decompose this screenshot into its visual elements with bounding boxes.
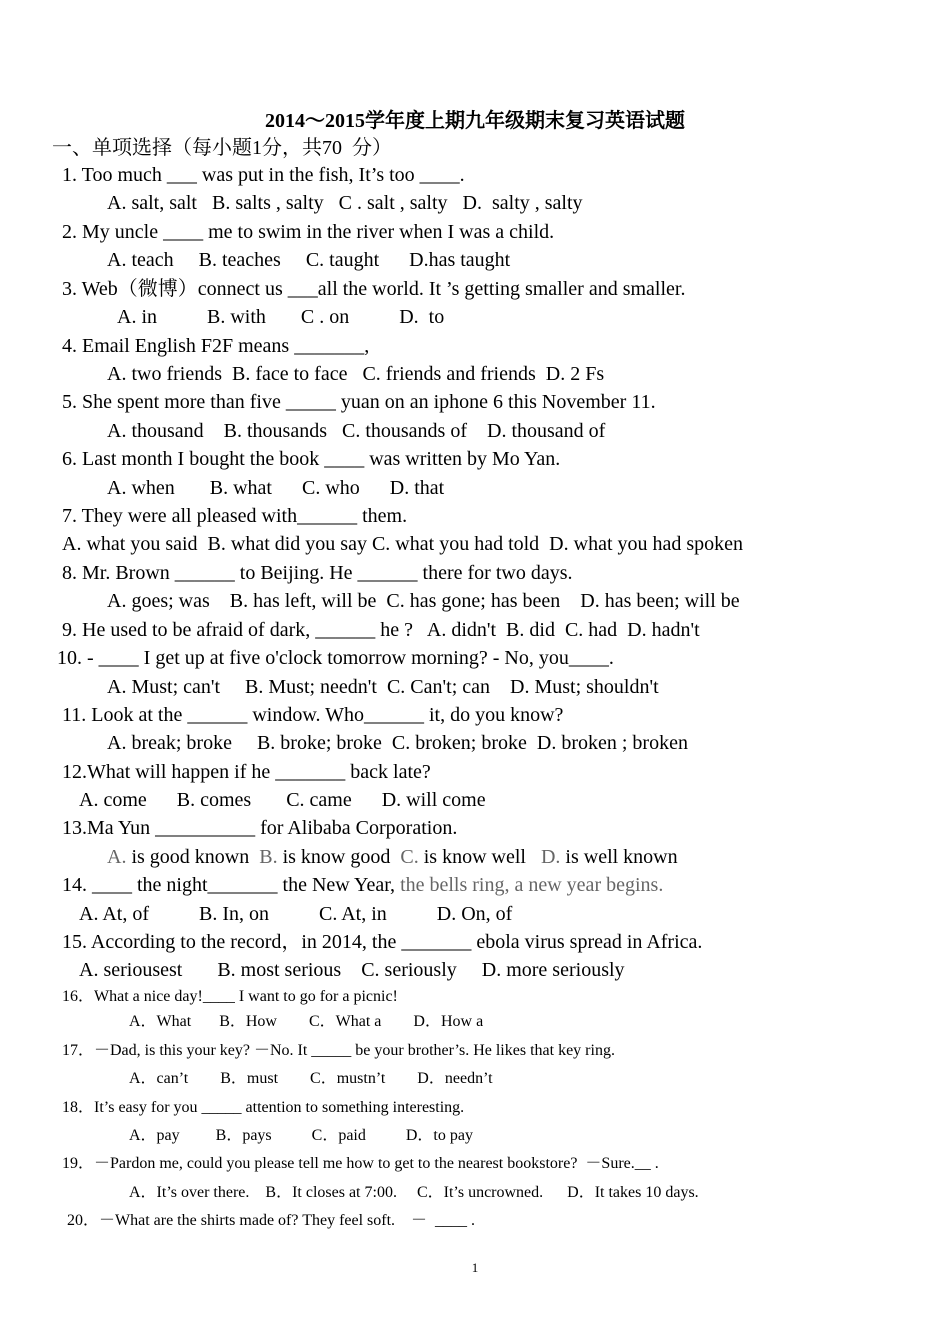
question-3-options: A. in B. with C . on D. to (117, 306, 445, 328)
question-15-options: A. seriousest B. most serious C. seriously D. more seriously (79, 959, 625, 981)
question-10-options: A. Must; can't B. Must; needn't C. Can't; can D. Must; shouldn't (107, 676, 659, 698)
question-14-stem: 14. ____ the night_______ the New Year, (62, 874, 401, 896)
question-14-tail: the bells ring, a new year begins. (400, 874, 664, 896)
question-14 (62, 873, 663, 897)
question-10: 10. - ____ I get up at five o'clock tomorrow morning? - No, you____. (57, 647, 614, 669)
question-12-options: A. come B. comes C. came D. will come (79, 789, 486, 811)
option-letter: D. (540, 846, 561, 868)
question-11-options: A. break; broke B. broke; broke C. broken; broke D. broken ; broken (107, 732, 688, 754)
question-5: 5. She spent more than five _____ yuan on an iphone 6 this November 11. (62, 391, 656, 413)
question-9: 9. He used to be afraid of dark, ______ he ? A. didn't B. did C. had D. hadn't (62, 619, 700, 641)
question-16: 16．What a nice day!____ I want to go for a picnic! (62, 988, 398, 1005)
question-2-options: A. teach B. teaches C. taught D.has taught (107, 249, 511, 271)
option-text: is well known (560, 846, 678, 868)
option-letter: B. (259, 846, 278, 868)
question-2: 2. My uncle ____ me to swim in the river when I was a child. (62, 221, 555, 243)
question-14-options: A. At, of B. In, on C. At, in D. On, of (79, 903, 513, 925)
question-20: 20．－What are the shirts made of? They feel soft. － ____ . (67, 1212, 476, 1229)
question-16-options: A．What B．How C．What a D．How a (129, 1013, 484, 1030)
question-7-options: A. what you said B. what did you say C. what you had told D. what you had spoken (62, 533, 744, 555)
option-text: is know well (418, 846, 541, 868)
option-letter: A. (107, 846, 127, 868)
question-6: 6. Last month I bought the book ____ was written by Mo Yan. (62, 448, 561, 470)
option-text: is know good (277, 846, 401, 868)
page-title: 2014～2015学年度上期九年级期末复习英语试题 (265, 110, 685, 132)
question-11: 11. Look at the ______ window. Who______ it, do you know? (62, 704, 564, 726)
question-15: 15. According to the record，in 2014, the _______ ebola virus spread in Africa. (62, 931, 703, 953)
question-1-options: A. salt, salt B. salts , salty C . salt , salty D. salty , salty (107, 192, 583, 214)
question-13: 13.Ma Yun __________ for Alibaba Corporation. (62, 817, 458, 839)
question-8-options: A. goes; was B. has left, will be C. has gone; has been D. has been; will be (107, 590, 740, 612)
question-17-options: A．can’t B．must C．mustn’t D．needn’t (129, 1070, 493, 1087)
question-4-options: A. two friends B. face to face C. friends and friends D. 2 Fs (107, 363, 605, 385)
option-letter: C. (400, 846, 419, 868)
question-18: 18．It’s easy for you _____ attention to something interesting. (62, 1099, 465, 1116)
question-4: 4. Email English F2F means _______, (62, 335, 370, 357)
question-1: 1. Too much ___ was put in the fish, It’s too ____. (62, 164, 465, 186)
question-13-options (107, 845, 678, 869)
question-12: 12.What will happen if he _______ back late? (62, 761, 431, 783)
question-19: 19．－Pardon me, could you please tell me how to get to the nearest bookstore? －Sure.__ . (62, 1155, 659, 1172)
question-7: 7. They were all pleased with______ them. (62, 505, 408, 527)
question-6-options: A. when B. what C. who D. that (107, 477, 445, 499)
question-17: 17．－Dad, is this your key? －No. It _____ be your brother’s. He likes that key ring. (62, 1042, 615, 1059)
question-18-options: A．pay B．pays C．paid D．to pay (129, 1127, 473, 1144)
page-number: 1 (471, 1260, 479, 1275)
question-8: 8. Mr. Brown ______ to Beijing. He ______ there for two days. (62, 562, 573, 584)
option-text: is good known (126, 846, 260, 868)
question-19-options: A．It’s over there. B．It closes at 7:00. C．It’s uncrowned. D．It takes 10 days. (129, 1184, 699, 1201)
section-heading: 一、单项选择（每小题1分，共70 分） (52, 137, 392, 159)
question-5-options: A. thousand B. thousands C. thousands of D. thousand of (107, 420, 606, 442)
question-3: 3. Web（微博）connect us ___all the world. It ’s getting smaller and smaller. (62, 278, 686, 300)
